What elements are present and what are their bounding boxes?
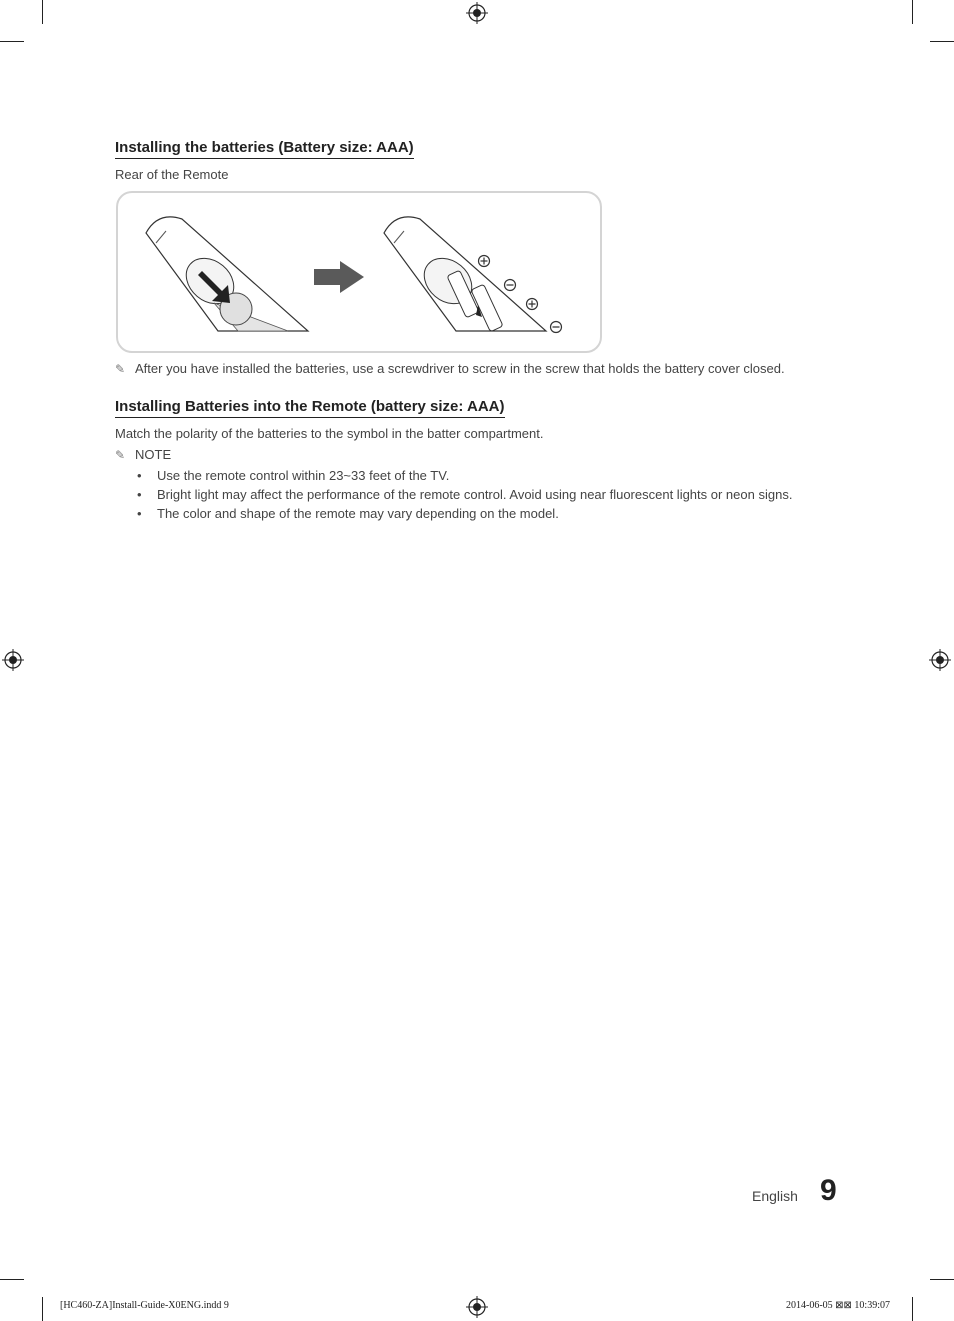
pencil-note-icon: ✎ bbox=[115, 362, 126, 376]
polarity-instruction: Match the polarity of the batteries to the symbol in the batter compartment. bbox=[115, 426, 544, 441]
crop-mark bbox=[930, 1279, 954, 1280]
minus-polarity-icon bbox=[551, 322, 562, 333]
pencil-note-icon: ✎ bbox=[115, 448, 126, 462]
remote-rear-illustration bbox=[118, 193, 600, 351]
note-list bbox=[137, 466, 792, 523]
bullet-icon: • bbox=[137, 506, 142, 521]
crop-mark bbox=[42, 0, 43, 24]
registration-mark-icon bbox=[466, 1296, 488, 1318]
list-item: • Bright light may affect the performance of the remote control. Avoid using near fluorescent lights or neon signs. bbox=[137, 487, 793, 502]
screwdriver-note bbox=[115, 361, 785, 377]
note-heading bbox=[115, 447, 171, 463]
screwdriver-note-text: After you have installed the batteries, use a screwdriver to screw in the screw that holds the battery cover closed. bbox=[135, 361, 785, 376]
crop-mark bbox=[42, 1297, 43, 1321]
bullet-icon: • bbox=[137, 487, 142, 502]
print-slug-filename: [HC460-ZA]Install-Guide-X0ENG.indd 9 bbox=[60, 1300, 229, 1311]
section-title-batteries-into-remote: Installing Batteries into the Remote (battery size: AAA) bbox=[115, 398, 505, 418]
minus-polarity-icon bbox=[505, 280, 516, 291]
battery-installation-figure bbox=[116, 191, 602, 353]
registration-mark-icon bbox=[929, 649, 951, 671]
footer-language: English bbox=[752, 1188, 798, 1204]
print-slug-timestamp: 2014-06-05 ⊠⊠ 10:39:07 bbox=[786, 1300, 890, 1311]
remote-left bbox=[146, 217, 308, 331]
bullet-icon: • bbox=[137, 468, 142, 483]
crop-mark bbox=[912, 1297, 913, 1321]
right-arrow-icon bbox=[314, 261, 364, 293]
plus-polarity-icon bbox=[527, 299, 538, 310]
crop-mark bbox=[0, 1279, 24, 1280]
note-label: NOTE bbox=[135, 447, 172, 462]
list-item: • Use the remote control within 23~33 feet of the TV. bbox=[137, 468, 450, 483]
page-number: 9 bbox=[820, 1174, 837, 1207]
crop-mark bbox=[0, 41, 24, 42]
list-item: • The color and shape of the remote may vary depending on the model. bbox=[137, 506, 559, 521]
plus-polarity-icon bbox=[479, 256, 490, 267]
figure-caption: Rear of the Remote bbox=[115, 167, 229, 182]
crop-mark bbox=[930, 41, 954, 42]
registration-mark-icon bbox=[2, 649, 24, 671]
registration-mark-icon bbox=[466, 2, 488, 24]
remote-right bbox=[384, 217, 546, 332]
section-title-installing-batteries: Installing the batteries (Battery size: AAA) bbox=[115, 139, 414, 159]
crop-mark bbox=[912, 0, 913, 24]
